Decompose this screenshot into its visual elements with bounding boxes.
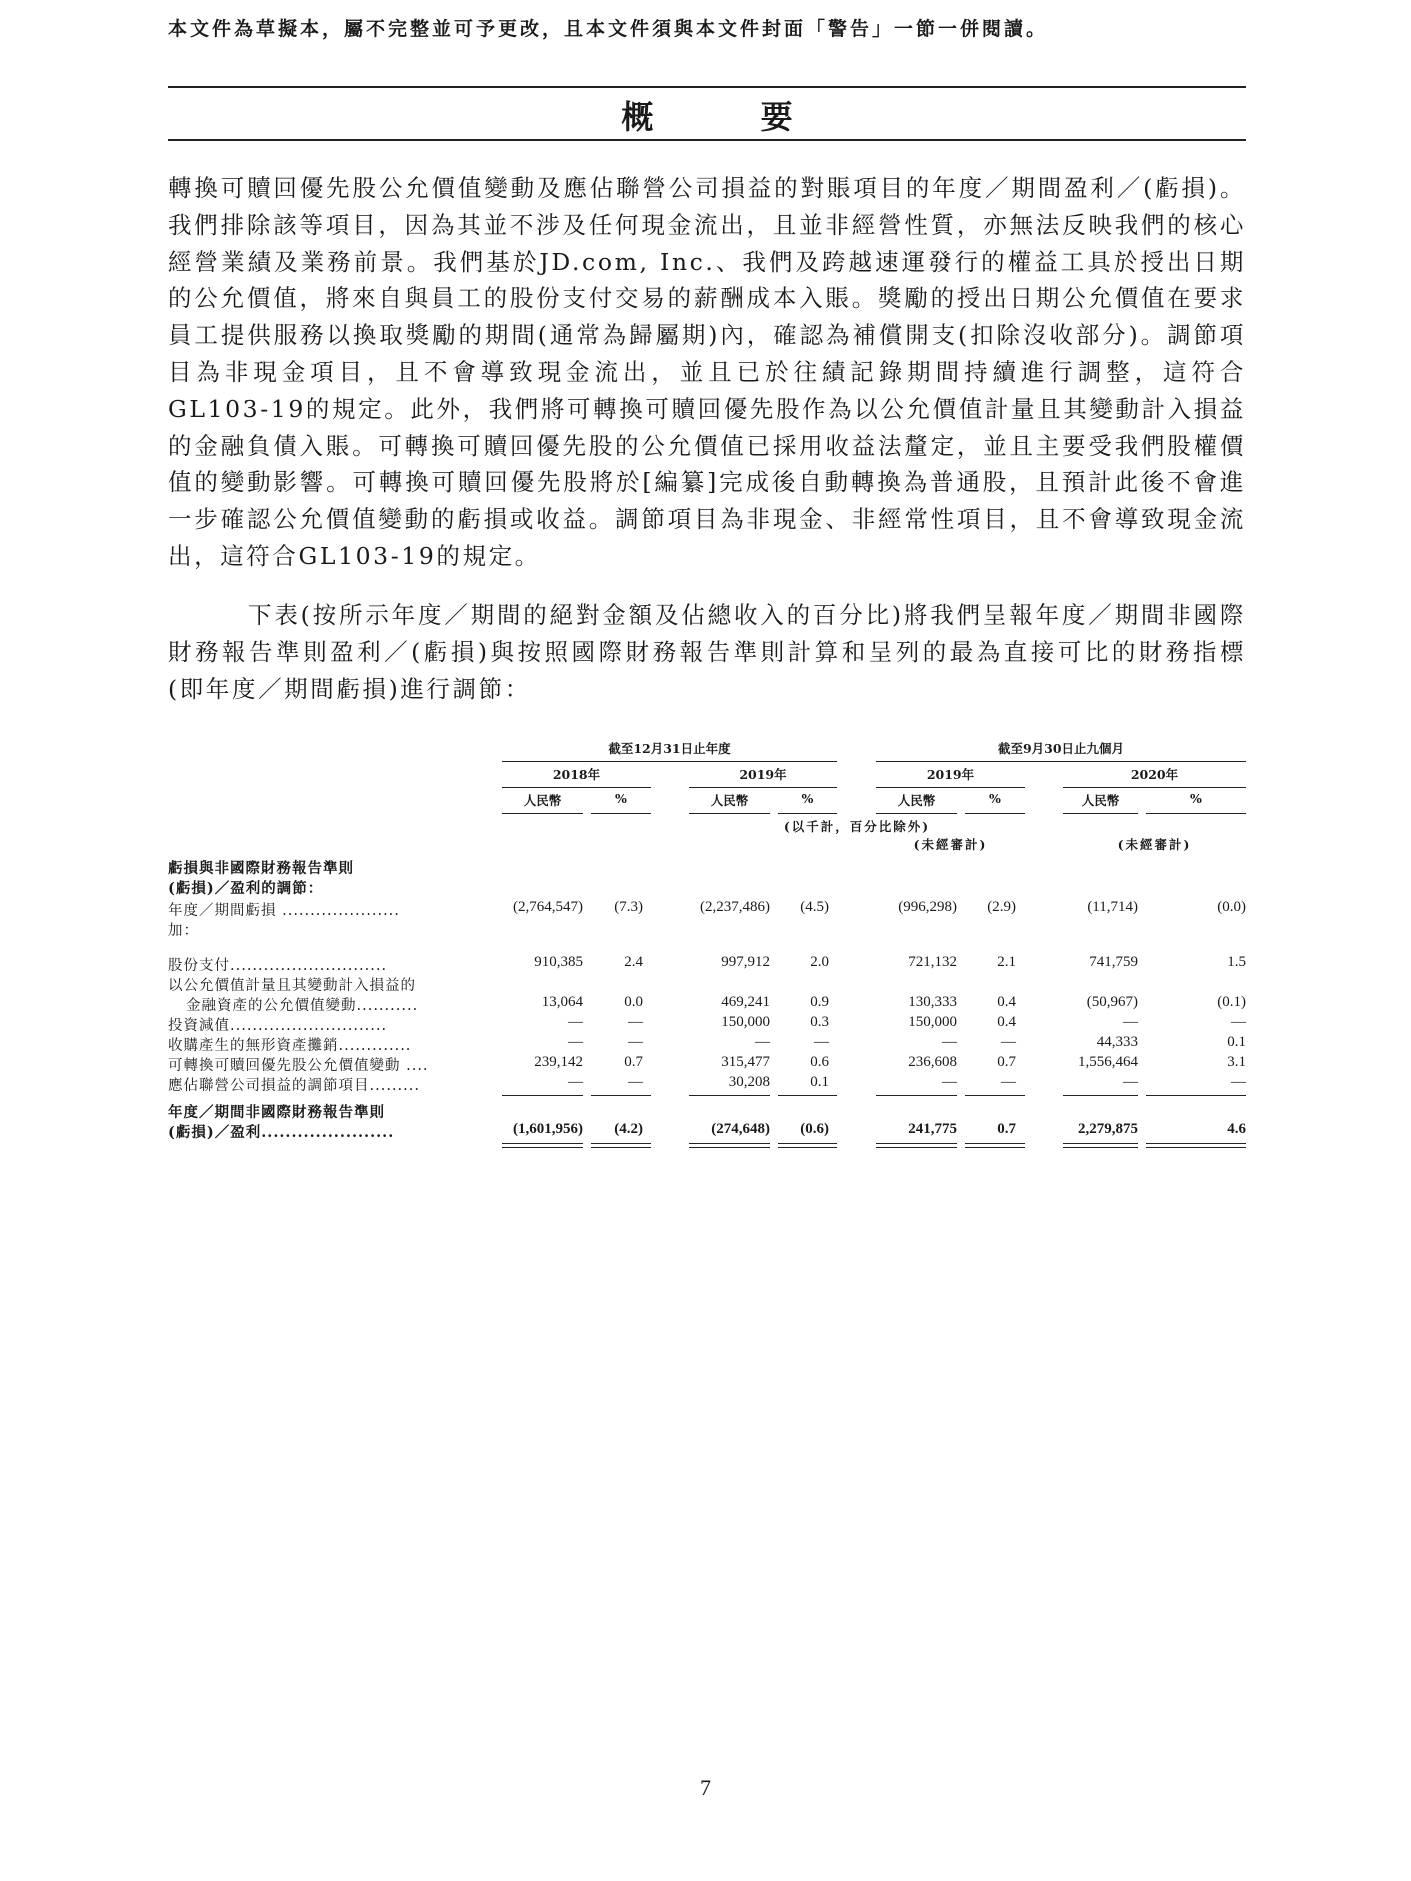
row-label: 股份支付............................ (168, 958, 388, 974)
table-cell: 0.1 (1227, 1034, 1246, 1050)
reconciliation-table (168, 735, 1246, 1175)
table-cell: — (1001, 1034, 1016, 1050)
percent-header: % (989, 791, 1001, 806)
table-cell: — (628, 1074, 643, 1090)
currency-header: 人民幣 (1081, 793, 1120, 808)
unit-header-rule (876, 813, 957, 814)
unit-header-rule (965, 813, 1025, 814)
year-header-rule (502, 787, 651, 788)
table-cell: 0.4 (997, 1014, 1016, 1030)
table-cell: 721,132 (908, 954, 957, 970)
table-cell: — (942, 1074, 957, 1090)
body-paragraph-1: 轉換可贖回優先股公允價值變動及應佔聯營公司損益的對賬項目的年度／期間盈利／(虧損)。我們排除該等項目，因為其並不涉及任何現金流出，且並非經營性質，亦無法反映我們的核心經營業績及業務前景。我們基於JD.com, Inc.、我們及跨越速運發行的權益工具於授出日期的公允價值，將來自與員工的股份支付交易的薪酬成本入賬。獎勵的授出日期公允價值在要求員工提供服務以換取獎勵的期間(通常為歸屬期)內，確認為補償開支(扣除沒收部分)。調節項目為非現金項目，且不會導致現金流出，並且已於往績記錄期間持續進行調整，這符合GL103-19的規定。此外，我們將可轉換可贖回優先股作為以公允價值計量且其變動計入損益的金融負債入賬。可轉換可贖回優先股的公允價值已採用收益法釐定，並且主要受我們股權價值的變動影響。可轉換可贖回優先股將於[編纂]完成後自動轉換為普通股，且預計此後不會進一步確認公允價值變動的虧損或收益。調節項目為非現金、非經常性項目，且不會導致現金流出，這符合GL103-19的規定。 (168, 174, 1246, 570)
table-cell: — (1123, 1074, 1138, 1090)
total-cell: 4.6 (1227, 1121, 1246, 1137)
row-label: 年度／期間虧損 ..................... (168, 903, 400, 919)
year-header-rule (1063, 787, 1246, 788)
total-double-rule (502, 1147, 583, 1148)
total-double-rule (778, 1143, 837, 1144)
total-cell: (0.6) (800, 1121, 829, 1137)
row-label: 收購產生的無形資產攤銷............. (168, 1038, 412, 1054)
table-cell: 13,064 (541, 994, 583, 1010)
subtotal-rule (591, 1095, 651, 1096)
total-cell: (274,648) (711, 1121, 770, 1137)
group-header-nine-months-rule (876, 761, 1246, 762)
row-label: 以公允價值計量且其變動計入損益的 (168, 978, 416, 994)
year-header-rule (689, 787, 837, 788)
title-top-rule (168, 86, 1246, 88)
table-cell: (2,237,486) (700, 899, 770, 915)
table-cell: (11,714) (1087, 899, 1138, 915)
total-cell: (4.2) (614, 1121, 643, 1137)
table-cell: 0.3 (810, 1014, 829, 1030)
table-cell: 2.1 (997, 954, 1016, 970)
table-cell: — (568, 1034, 583, 1050)
unaudited-note-2020: (未經審計) (1117, 837, 1192, 852)
table-cell: (50,967) (1086, 994, 1138, 1010)
total-double-rule (965, 1147, 1025, 1148)
row-label: 加： (168, 923, 199, 939)
table-cell: 0.1 (810, 1074, 829, 1090)
table-cell: — (628, 1014, 643, 1030)
table-cell: 1.5 (1227, 954, 1246, 970)
total-double-rule (689, 1147, 770, 1148)
currency-header: 人民幣 (710, 793, 749, 808)
table-cell: — (755, 1034, 770, 1050)
percent-header: % (1190, 791, 1202, 806)
table-cell: (2.9) (987, 899, 1016, 915)
subtotal-rule (778, 1095, 837, 1096)
year-header: 2020年 (1130, 767, 1179, 782)
table-cell: — (568, 1074, 583, 1090)
subtotal-rule (876, 1095, 957, 1096)
table-cell: 0.7 (624, 1054, 643, 1070)
table-cell: — (628, 1034, 643, 1050)
unit-header-rule (689, 813, 770, 814)
table-cell: 2.4 (624, 954, 643, 970)
total-cell: 241,775 (908, 1121, 957, 1137)
row-label: 可轉換可贖回優先股公允價值變動 .... (168, 1058, 429, 1074)
total-double-rule (591, 1147, 651, 1148)
total-double-rule (965, 1143, 1025, 1144)
section-title: 概 要 (621, 98, 841, 136)
table-cell: — (1231, 1074, 1246, 1090)
total-double-rule (876, 1143, 957, 1144)
table-cell: (996,298) (898, 899, 957, 915)
subtotal-rule (965, 1095, 1025, 1096)
unit-header-rule (591, 813, 651, 814)
table-cell: 997,912 (721, 954, 770, 970)
total-double-rule (689, 1143, 770, 1144)
table-cell: — (1231, 1014, 1246, 1030)
table-cell: 0.6 (810, 1054, 829, 1070)
group-header-nine-months: 截至9月30日止九個月 (997, 741, 1125, 756)
subtotal-rule (689, 1095, 770, 1096)
table-cell: 3.1 (1227, 1054, 1246, 1070)
unaudited-note-2019: (未經審計) (913, 837, 988, 852)
table-cell: 44,333 (1096, 1034, 1138, 1050)
total-cell: (1,601,956) (513, 1121, 583, 1137)
total-cell: 0.7 (997, 1121, 1016, 1137)
table-cell: 2.0 (810, 954, 829, 970)
table-cell: (2,764,547) (513, 899, 583, 915)
section-heading-line-1: 虧損與非國際財務報告準則 (168, 860, 354, 877)
currency-header: 人民幣 (897, 793, 936, 808)
unit-header-rule (778, 813, 837, 814)
table-cell: (0.1) (1217, 994, 1246, 1010)
page-number: 7 (700, 1775, 711, 1800)
table-cell: (4.5) (800, 899, 829, 915)
table-cell: 150,000 (908, 1014, 957, 1030)
table-cell: — (1123, 1014, 1138, 1030)
table-cell: 150,000 (721, 1014, 770, 1030)
table-cell: 1,556,464 (1078, 1054, 1138, 1070)
percent-header: % (801, 791, 814, 806)
year-header-rule (876, 787, 1025, 788)
table-cell: — (568, 1014, 583, 1030)
subtotal-rule (1146, 1095, 1246, 1096)
total-double-rule (876, 1147, 957, 1148)
table-cell: 910,385 (534, 954, 583, 970)
table-cell: 0.9 (810, 994, 829, 1010)
unit-header-rule (502, 813, 583, 814)
total-label-line-2: (虧損)／盈利...................... (168, 1124, 395, 1141)
row-label: 應佔聯營公司損益的調節項目......... (168, 1078, 420, 1094)
table-cell: — (814, 1034, 829, 1050)
total-double-rule (1146, 1147, 1246, 1148)
total-cell: 2,279,875 (1078, 1121, 1138, 1137)
year-header: 2018年 (552, 767, 601, 782)
table-cell: (0.0) (1217, 899, 1246, 915)
table-cell: 0.0 (624, 994, 643, 1010)
total-double-rule (1063, 1143, 1138, 1144)
total-label-line-1: 年度／期間非國際財務報告準則 (168, 1104, 385, 1121)
unit-header-rule (1146, 813, 1246, 814)
currency-header: 人民幣 (523, 793, 562, 808)
table-cell: 741,759 (1089, 954, 1138, 970)
unit-note: (以千計，百分比除外) (783, 819, 931, 834)
total-double-rule (502, 1143, 583, 1144)
year-header: 2019年 (926, 767, 975, 782)
table-cell: 236,608 (908, 1054, 957, 1070)
total-double-rule (591, 1143, 651, 1144)
total-double-rule (1146, 1143, 1246, 1144)
section-heading-line-2: (虧損)／盈利的調節： (168, 880, 324, 897)
table-cell: 315,477 (721, 1054, 770, 1070)
subtotal-rule (1063, 1095, 1138, 1096)
table-cell: — (1001, 1074, 1016, 1090)
title-bottom-rule (168, 139, 1246, 141)
table-cell: (7.3) (614, 899, 643, 915)
total-double-rule (1063, 1147, 1138, 1148)
table-cell: 0.7 (997, 1054, 1016, 1070)
disclaimer-banner: 本文件為草擬本，屬不完整並可予更改，且本文件須與本文件封面「警告」一節一併閱讀。 (168, 18, 1049, 40)
table-cell: — (942, 1034, 957, 1050)
percent-header: % (615, 791, 627, 806)
year-header: 2019年 (739, 767, 787, 782)
total-double-rule (778, 1147, 837, 1148)
group-header-annual: 截至12月31日止年度 (608, 741, 731, 756)
row-label: 金融資產的公允價值變動........... (186, 998, 419, 1014)
group-header-annual-rule (502, 761, 837, 762)
table-cell: 30,208 (728, 1074, 770, 1090)
table-cell: 239,142 (534, 1054, 583, 1070)
subtotal-rule (502, 1095, 583, 1096)
table-cell: 0.4 (997, 994, 1016, 1010)
table-cell: 469,241 (721, 994, 770, 1010)
unit-header-rule (1063, 813, 1138, 814)
table-cell: 130,333 (908, 994, 957, 1010)
row-label: 投資減值............................ (168, 1018, 388, 1034)
body-paragraph-2: 下表(按所示年度／期間的絕對金額及佔總收入的百分比)將我們呈報年度／期間非國際財務報告準則盈利／(虧損)與按照國際財務報告準則計算和呈列的最為直接可比的財務指標(即年度／期間虧損)進行調節： (168, 601, 1246, 703)
